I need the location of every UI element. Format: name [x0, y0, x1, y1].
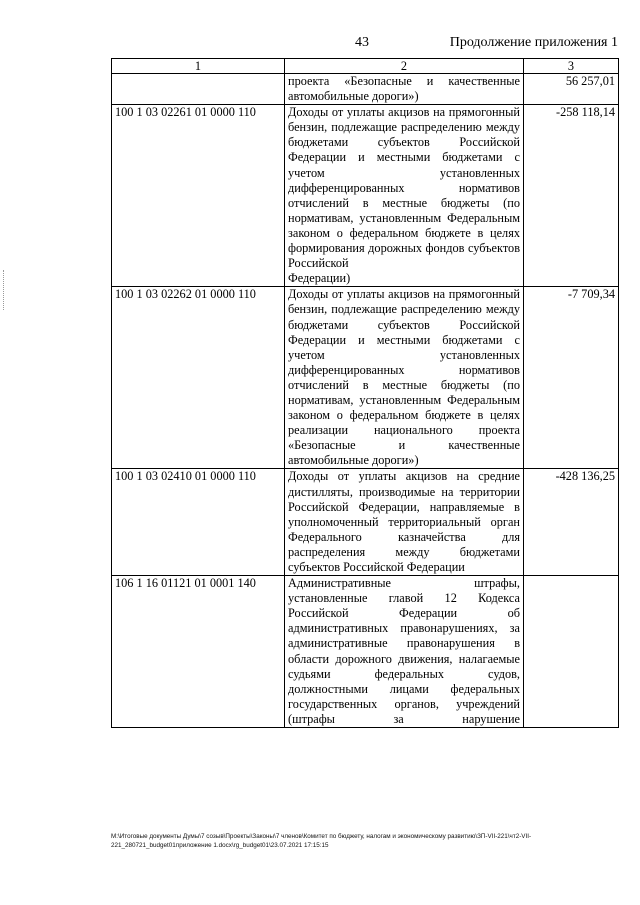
row-description	[285, 576, 524, 728]
row-description-text: Доходы от уплаты акцизов на прямогонный бензин, подлежащие распределению между бюджетами субъектов Российской Федерации и местными бюджетами с учетом установленных дифференцированных нормативов отчислений в местные бюджеты (по нормативам, установленным Федеральным законом о федеральном бюджете в целях реализации национального проекта «Безопасные и качественные	[288, 287, 520, 453]
page-number: 43	[355, 35, 369, 50]
table-row	[112, 74, 619, 105]
row-code: 100 1 03 02262 01 0000 110	[112, 287, 285, 469]
row-description-text: Доходы от уплаты акцизов на прямогонный бензин, подлежащие распределению между бюджетами субъектов Российской Федерации и местными бюджетами с учетом установленных дифференцированных нормативов отчислений в местные бюджеты (по нормативам, установленным Федеральным законом о федеральном бюджете в целях формирования дорожных фондов субъектов Российской	[288, 105, 520, 271]
row-code: 100 1 03 02410 01 0000 110	[112, 469, 285, 576]
table-row	[112, 287, 619, 469]
budget-table	[111, 58, 619, 728]
table-row	[112, 469, 619, 576]
row-description-last-line: автомобильные дороги»)	[288, 89, 419, 104]
continuation-label: Продолжение приложения 1	[449, 35, 618, 50]
row-description-last-line: Федерации)	[288, 271, 351, 286]
row-description	[285, 74, 524, 105]
margin-marks	[3, 270, 6, 310]
row-code: 106 1 16 01121 01 0001 140	[112, 576, 285, 728]
row-code: 100 1 03 02261 01 0000 110	[112, 105, 285, 287]
table-header-row	[112, 59, 619, 74]
row-description	[285, 105, 524, 287]
row-description-text: Административные штрафы, установленные главой 12 Кодекса Российской Федерации об административных правонарушениях, за административные правонарушения в области дорожного движения, налагаемые судьями федеральных судов, должностными лицами федеральных государственных органов, учреждений (штрафы за нарушение	[288, 576, 520, 726]
row-amount	[524, 576, 619, 728]
column-header-1: 1	[112, 59, 285, 74]
row-description-last-line: автомобильные дороги»)	[288, 453, 419, 468]
column-header-3: 3	[524, 59, 619, 74]
row-amount: -258 118,14	[524, 105, 619, 287]
row-amount: -428 136,25	[524, 469, 619, 576]
row-amount: -7 709,34	[524, 287, 619, 469]
table-row	[112, 105, 619, 287]
row-code	[112, 74, 285, 105]
row-description-last-line: субъектов Российской Федерации	[288, 560, 465, 574]
row-description	[285, 469, 524, 576]
row-description	[285, 287, 524, 469]
row-amount: 56 257,01	[524, 74, 619, 105]
row-description-text: Доходы от уплаты акцизов на средние дистилляты, производимые на территории Российской Федерации, направляемые в уполномоченный территориальный орган Федерального казначейства для распределения между бюджетами	[288, 469, 520, 559]
column-header-2: 2	[285, 59, 524, 74]
file-path-footer: M:\Итоговые документы Думы\7 созыв\Проекты\Законы\7 членов\Комитет по бюджету, налогам и экономическому развитию\ЗП-VII-221\чт2-VII-221_280721_budget01приложение 1.docx\rg_budget01\23.07.2021 17:15:15	[111, 833, 532, 849]
table-row	[112, 576, 619, 728]
row-description-text: проекта «Безопасные и качественные	[288, 74, 520, 88]
